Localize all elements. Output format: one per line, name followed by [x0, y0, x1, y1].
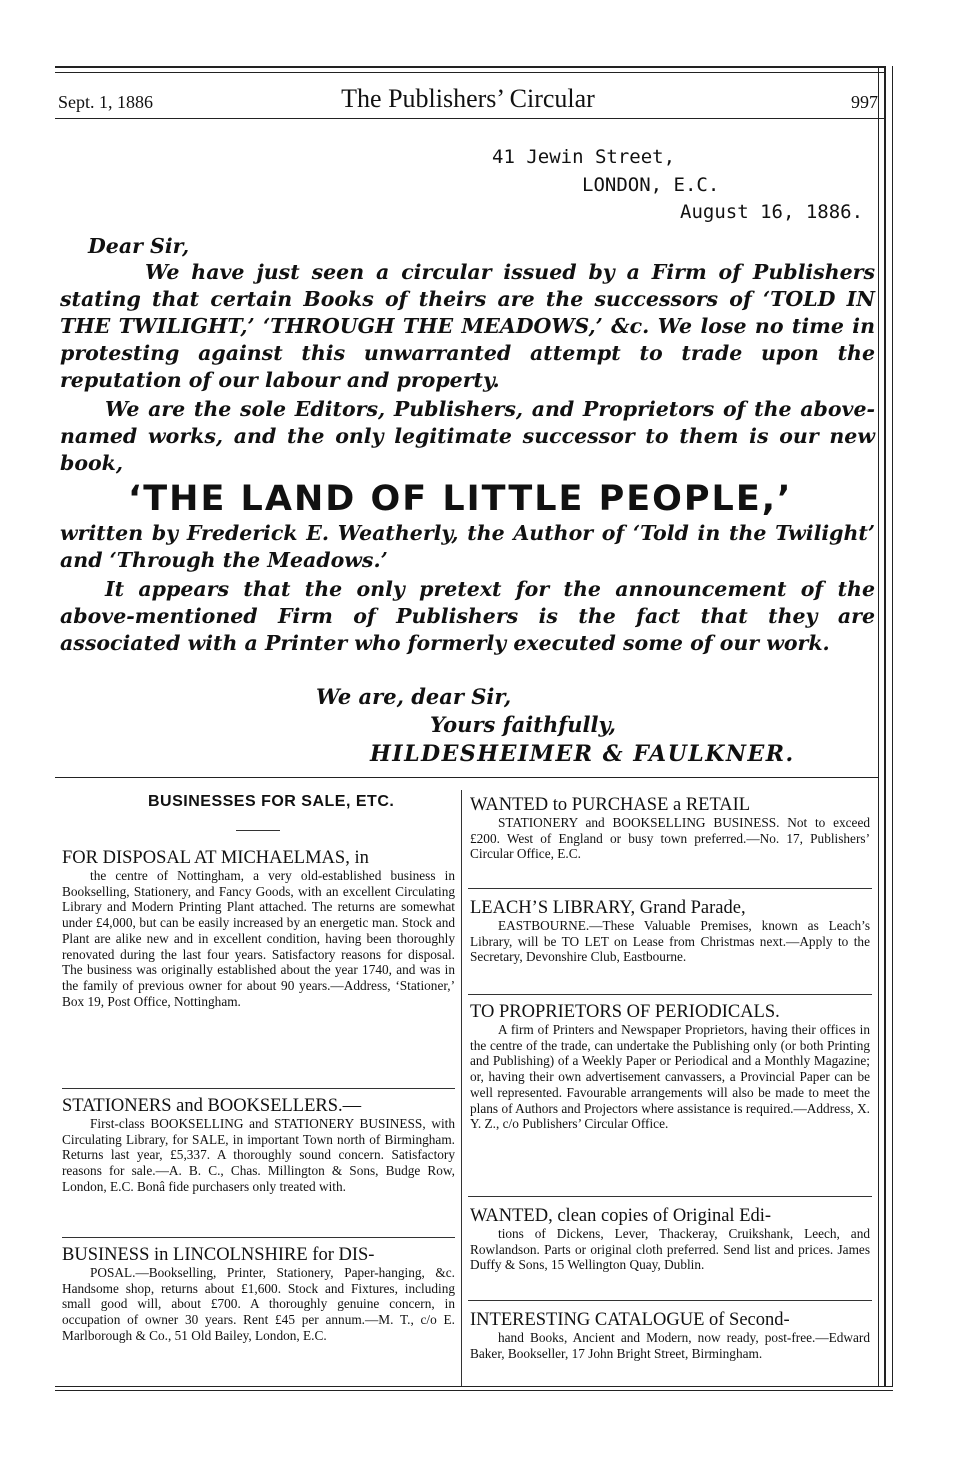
ad-lead: STATIONERS and BOOKSELLERS.—	[62, 1096, 362, 1116]
ad-lead: WANTED to PURCHASE a RETAIL	[470, 795, 751, 815]
top-double-rule	[55, 66, 885, 68]
ad-lead: FOR DISPOSAL AT MICHAELMAS, in	[62, 848, 369, 868]
top-double-rule-2	[55, 72, 885, 73]
ad-separator	[468, 1300, 872, 1301]
letter-paragraph-1: We have just seen a circular issued by a Firm of Publishers stating that certain Books of theirs are the successors of ‘TOLD IN THE TWILIGHT,’ ‘THROUGH THE MEADOWS,’ &c. We lose no time in protesting against this unwarranted attempt to trade upon the reputation of our labour and property.	[60, 260, 875, 392]
address-line-1: 41 Jewin Street,	[492, 146, 676, 168]
ad-body: the centre of Nottingham, a very old-established business in Bookselling, Stationery, and Fancy Goods, with an excellent Circulating Library and Modern Printing Plant attached. The returns are somewhat under £4,000, but can be easily increased by an energetic man. Stock and Plant are alike new and in excellent condition, having been thoroughly renovated during the last four years. Satisfactory reasons for disposal. The business was originally established about the year 1740, and was in the family of previous owner for about 90 years.—Address, ‘Stationer,’ Box 19, Post Office, Nottingham.	[62, 868, 455, 1009]
ad-leachs-library	[470, 898, 870, 965]
ad-wanted-purchase	[470, 795, 870, 862]
ad-stationers	[62, 1096, 455, 1195]
ad-separator	[468, 888, 872, 889]
ad-body: POSAL.—Bookselling, Printer, Stationery, Paper-hanging, &c. Handsome shop, returns about £1,600. Stock and Fixtures, including small good will, about £700. A thoroughly genuine concern, in occupation of owner 30 years. Rent £45 per annum.—M. T., c/o E. Marlborough & Co., 51 Old Bailey, London, E.C.	[62, 1265, 455, 1343]
section-heading: BUSINESSES FOR SALE, ETC.	[148, 793, 395, 810]
closing-line-2: Yours faithfully,	[430, 712, 616, 737]
ad-separator	[468, 994, 872, 995]
page-number: 997	[851, 92, 878, 112]
column-divider	[461, 790, 462, 1386]
address-line-3: August 16, 1886.	[680, 201, 864, 223]
ad-lead: WANTED, clean copies of Original Edi-	[470, 1206, 772, 1226]
book-title: ‘THE LAND OF LITTLE PEOPLE,’	[128, 479, 793, 519]
ad-lincolnshire	[62, 1245, 455, 1344]
right-border-line-2	[884, 66, 886, 1386]
ad-body: hand Books, Ancient and Modern, now ready, post-free.—Edward Baker, Bookseller, 17 John Bright Street, Birmingham.	[470, 1330, 870, 1361]
salutation: Dear Sir,	[88, 234, 190, 258]
right-border-line	[878, 66, 879, 1386]
ad-lead: LEACH’S LIBRARY, Grand Parade,	[470, 898, 746, 918]
ad-body: EASTBOURNE.—These Valuable Premises, known as Leach’s Library, will be TO LET on Lease from Christmas next.—Apply to the Secretary, Devonshire Club, Eastbourne.	[470, 918, 870, 965]
header-date: Sept. 1, 1886	[58, 92, 154, 112]
ad-separator	[62, 1088, 455, 1089]
ad-lead: TO PROPRIETORS OF PERIODICALS.	[470, 1002, 780, 1022]
closing-line-1: We are, dear Sir,	[316, 684, 512, 709]
bottom-rule	[55, 1386, 893, 1387]
ad-separator	[62, 1237, 455, 1238]
address-line-2: LONDON, E.C.	[582, 174, 720, 196]
page-header	[58, 84, 878, 114]
ad-catalogue	[470, 1310, 870, 1361]
ad-lead: BUSINESS in LINCOLNSHIRE for DIS-	[62, 1245, 375, 1265]
signature: HILDESHEIMER & FAULKNER.	[370, 741, 795, 767]
right-border-line-3	[892, 66, 893, 1386]
heading-dash	[236, 830, 280, 831]
letter-paragraph-3: written by Frederick E. Weatherly, the Author of ‘Told in the Twilight’ and ‘Through the Meadows.’	[60, 521, 875, 572]
letter-bottom-rule	[55, 777, 878, 778]
letter-paragraph-2: We are the sole Editors, Publishers, and Proprietors of the above-named works, and the only legitimate successor to them is our new book,	[60, 397, 875, 475]
ad-body: A firm of Printers and Newspaper Proprietors, having their offices in the centre of the trade, can undertake the Publishing only (or both Printing and Publishing) of a Weekly Paper or Periodical and a Monthly Magazine; or, having their own advertisement canvassers, a Provincial Paper can be well represented. Favourable arrangements will also be made to meet the plans of Authors and Projectors where assistance is required.—Address, X. Y. Z., c/o Publishers’ Circular Office.	[470, 1022, 870, 1132]
ad-body: First-class BOOKSELLING and STATIONERY BUSINESS, with Circulating Library, for SALE, in important Town north of Birmingham. Returns last year, £5,337. A thoroughly sound concern. Satisfactory reasons for sale.—A. B. C., Chas. Millington & Sons, Budge Row, London, E.C. Bonâ fide purchasers only treated with.	[62, 1116, 455, 1194]
bottom-rule-2	[55, 1390, 893, 1391]
ad-wanted-editions	[470, 1206, 870, 1273]
ad-body: STATIONERY and BOOKSELLING BUSINESS. Not to exceed £200. West of England or busy town preferred.—No. 17, Publishers’ Circular Office, E.C.	[470, 815, 870, 862]
ad-separator	[468, 1196, 872, 1197]
ad-periodicals	[470, 1002, 870, 1132]
letter-paragraph-4: It appears that the only pretext for the announcement of the above-mentioned Firm of Publishers is the fact that they are associated with a Printer who formerly executed some of our work.	[60, 577, 875, 655]
header-rule	[55, 118, 885, 119]
ad-body: tions of Dickens, Lever, Thackeray, Cruikshank, Leech, and Rowlandson. Parts or original cloth preferred. Send list and prices. James Duffy & Sons, 15 Wellington Quay, Dublin.	[470, 1226, 870, 1273]
ad-lead: INTERESTING CATALOGUE of Second-	[470, 1310, 790, 1330]
ad-nottingham	[62, 848, 455, 1009]
header-title: The Publishers’ Circular	[341, 84, 595, 113]
